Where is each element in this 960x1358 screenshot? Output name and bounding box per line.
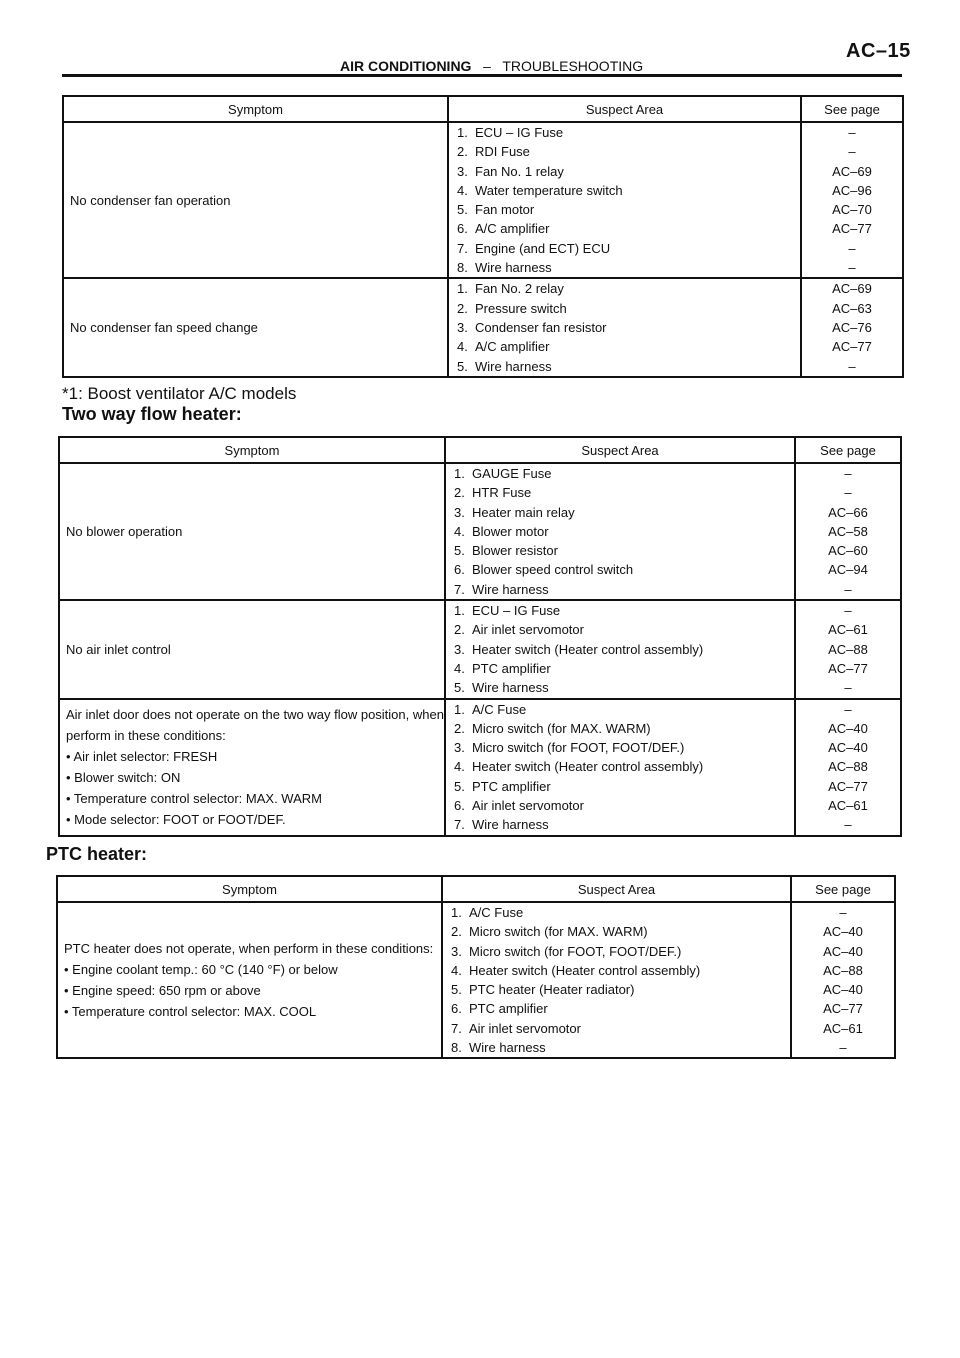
suspect-item: [451, 942, 790, 961]
suspect-item: [454, 503, 794, 522]
symptom-cell: [63, 122, 448, 278]
symptom-line: No blower operation: [66, 524, 183, 540]
suspect-item: [454, 678, 794, 697]
suspect-item: [454, 522, 794, 541]
table-row: [57, 902, 895, 1058]
page-ref: AC–40: [823, 943, 863, 959]
page-ref: AC–77: [828, 778, 868, 794]
page-ref: AC–77: [832, 339, 872, 355]
header-rule: [62, 74, 902, 77]
item-text: Blower resistor: [472, 543, 558, 559]
item-text: RDI Fuse: [475, 144, 530, 160]
page-ref: AC–40: [828, 740, 868, 756]
symptom-line: Air inlet door does not operate on the two way flow position, when: [66, 707, 444, 723]
item-number: 2.: [454, 720, 465, 736]
suspect-item: [451, 922, 790, 941]
header-see-page: See page: [795, 437, 901, 463]
suspect-item: [454, 777, 794, 796]
page-ref: –: [848, 358, 856, 374]
page-ref: AC–94: [828, 562, 868, 578]
item-number: 5.: [451, 982, 462, 998]
symptom-cell: [59, 463, 445, 600]
suspect-area-cell: [445, 463, 795, 600]
symptom-line: No air inlet control: [66, 641, 171, 657]
item-text: Micro switch (for MAX. WARM): [469, 924, 648, 940]
symptom-line: • Engine coolant temp.: 60 °C (140 °F) or below: [64, 962, 338, 978]
page-ref: –: [844, 581, 852, 597]
item-number: 1.: [454, 466, 465, 481]
symptom-cell: [59, 699, 445, 836]
item-number: 2.: [454, 485, 465, 501]
item-number: 3.: [454, 740, 465, 756]
item-number: 5.: [457, 202, 468, 218]
item-text: Fan motor: [475, 202, 535, 218]
suspect-item: [454, 483, 794, 502]
item-number: 6.: [451, 1001, 462, 1017]
suspect-area-cell: [445, 699, 795, 836]
symptom-line: No condenser fan operation: [70, 192, 231, 208]
symptom-line: • Air inlet selector: FRESH: [66, 749, 218, 765]
item-text: Micro switch (for MAX. WARM): [472, 720, 651, 736]
item-text: ECU – IG Fuse: [472, 603, 561, 619]
suspect-item: [454, 757, 794, 776]
suspect-item: [454, 601, 794, 620]
item-number: 6.: [457, 221, 468, 237]
suspect-item: [451, 1038, 790, 1057]
page-ref: –: [844, 817, 852, 833]
suspect-item: [454, 719, 794, 738]
table-row: [63, 278, 903, 376]
suspect-item: [457, 123, 800, 142]
item-text: Air inlet servomotor: [469, 1020, 581, 1036]
item-number: 1.: [454, 701, 465, 717]
condenser-fan-table: [62, 95, 904, 378]
table-row: [59, 699, 901, 836]
item-text: Fan No. 2 relay: [475, 281, 564, 297]
item-number: 6.: [454, 562, 465, 578]
item-text: PTC amplifier: [472, 778, 551, 794]
item-number: 1.: [457, 281, 468, 297]
suspect-area-cell: [448, 122, 801, 278]
item-number: 1.: [457, 125, 468, 140]
page-ref: AC–63: [832, 300, 872, 316]
page-ref: AC–88: [828, 641, 868, 657]
item-number: 5.: [454, 543, 465, 559]
item-text: Micro switch (for FOOT, FOOT/DEF.): [469, 943, 682, 959]
page-number: AC–15: [846, 40, 911, 62]
item-text: Micro switch (for FOOT, FOOT/DEF.): [472, 740, 685, 756]
table-row: [63, 122, 903, 278]
suspect-item: [457, 299, 800, 318]
suspect-item: [454, 640, 794, 659]
section-title: AIR CONDITIONING: [340, 58, 472, 74]
item-number: 8.: [451, 1040, 462, 1056]
see-page-cell: [795, 699, 901, 836]
page-ref: –: [848, 240, 856, 256]
symptom-line: perform in these conditions:: [66, 728, 226, 744]
item-text: Water temperature switch: [475, 182, 623, 198]
item-text: Wire harness: [469, 1040, 546, 1056]
item-text: Heater switch (Heater control assembly): [472, 759, 704, 775]
suspect-item: [454, 464, 794, 483]
see-page-cell: [801, 122, 903, 278]
header-see-page: See page: [791, 876, 895, 902]
see-page-cell: [795, 600, 901, 698]
item-text: Wire harness: [472, 581, 549, 597]
symptom-line: • Mode selector: FOOT or FOOT/DEF.: [66, 812, 286, 828]
page-ref: AC–40: [823, 982, 863, 998]
symptom-cell: [57, 902, 442, 1058]
header-symptom: Symptom: [63, 96, 448, 122]
suspect-item: [451, 999, 790, 1018]
suspect-item: [451, 961, 790, 980]
running-header: [340, 58, 643, 74]
item-number: 3.: [454, 504, 465, 520]
page-ref: AC–60: [828, 543, 868, 559]
header-separator: –: [483, 58, 491, 74]
suspect-item: [454, 738, 794, 757]
item-number: 1.: [451, 905, 462, 920]
page-ref: –: [839, 1040, 847, 1056]
header-suspect-area: Suspect Area: [445, 437, 795, 463]
item-number: 3.: [457, 163, 468, 179]
suspect-item: [457, 162, 800, 181]
item-number: 4.: [454, 759, 465, 775]
item-number: 3.: [454, 641, 465, 657]
item-number: 6.: [454, 798, 465, 814]
page-ref: –: [844, 603, 852, 619]
suspect-item: [457, 279, 800, 298]
item-number: 3.: [451, 943, 462, 959]
suspect-item: [457, 219, 800, 238]
symptom-line: • Engine speed: 650 rpm or above: [64, 983, 261, 999]
header-suspect-area: Suspect Area: [448, 96, 801, 122]
suspect-item: [454, 620, 794, 639]
item-number: 2.: [451, 924, 462, 940]
section-title-ptc: PTC heater:: [46, 844, 148, 864]
item-text: Engine (and ECT) ECU: [475, 240, 611, 256]
page-ref: –: [844, 701, 852, 717]
page-ref: AC–88: [828, 759, 868, 775]
item-text: Wire harness: [472, 680, 549, 696]
suspect-area-cell: [442, 902, 791, 1058]
page-ref: –: [848, 144, 856, 160]
item-text: A/C Fuse: [469, 905, 524, 920]
item-number: 2.: [457, 144, 468, 160]
item-text: A/C amplifier: [475, 339, 550, 355]
item-number: 4.: [454, 660, 465, 676]
see-page-cell: [801, 278, 903, 376]
symptom-cell: [63, 278, 448, 376]
page-ref: AC–96: [832, 182, 872, 198]
see-page-cell: [791, 902, 895, 1058]
page-ref: –: [844, 680, 852, 696]
page-ref: AC–70: [832, 202, 872, 218]
item-text: Wire harness: [472, 817, 549, 833]
item-text: A/C amplifier: [475, 221, 550, 237]
table-row: [59, 600, 901, 698]
page-ref: AC–76: [832, 319, 872, 335]
suspect-item: [454, 659, 794, 678]
item-number: 4.: [454, 523, 465, 539]
item-text: Condenser fan resistor: [475, 319, 607, 335]
page-ref: AC–88: [823, 962, 863, 978]
table-row: [59, 463, 901, 600]
item-number: 4.: [451, 962, 462, 978]
page-ref: AC–77: [823, 1001, 863, 1017]
item-number: 7.: [454, 817, 465, 833]
item-number: 2.: [457, 300, 468, 316]
symptom-line: • Temperature control selector: MAX. COOL: [64, 1004, 317, 1020]
page-ref: AC–61: [828, 622, 868, 638]
suspect-item: [457, 258, 800, 277]
page-ref: AC–77: [832, 221, 872, 237]
item-text: Wire harness: [475, 260, 552, 276]
suspect-item: [457, 142, 800, 161]
suspect-item: [454, 815, 794, 834]
item-number: 5.: [454, 680, 465, 696]
suspect-item: [451, 1019, 790, 1038]
item-text: PTC heater (Heater radiator): [469, 982, 635, 998]
page-ref: AC–58: [828, 523, 868, 539]
header-symptom: Symptom: [59, 437, 445, 463]
item-text: HTR Fuse: [472, 485, 532, 501]
item-number: 3.: [457, 319, 468, 335]
item-text: A/C Fuse: [472, 701, 527, 717]
footnote: *1: Boost ventilator A/C models: [62, 384, 297, 403]
page-ref: AC–61: [823, 1020, 863, 1036]
item-number: 7.: [454, 581, 465, 597]
item-number: 5.: [454, 778, 465, 794]
header-see-page: See page: [801, 96, 903, 122]
item-text: Air inlet servomotor: [472, 798, 584, 814]
page-ref: AC–69: [832, 163, 872, 179]
suspect-item: [454, 700, 794, 719]
suspect-item: [454, 560, 794, 579]
suspect-item: [457, 200, 800, 219]
suspect-area-cell: [445, 600, 795, 698]
item-text: ECU – IG Fuse: [475, 125, 564, 140]
page-ref: AC–40: [828, 720, 868, 736]
symptom-line: • Temperature control selector: MAX. WARM: [66, 791, 322, 807]
header-suspect-area: Suspect Area: [442, 876, 791, 902]
suspect-item: [457, 357, 800, 376]
two-way-heater-table: [58, 436, 902, 837]
suspect-area-cell: [448, 278, 801, 376]
suspect-item: [457, 318, 800, 337]
ptc-heater-table: [56, 875, 896, 1059]
see-page-cell: [795, 463, 901, 600]
symptom-line: • Blower switch: ON: [66, 770, 181, 786]
suspect-item: [451, 980, 790, 999]
page-ref: –: [844, 466, 852, 481]
item-number: 7.: [457, 240, 468, 256]
item-number: 7.: [451, 1020, 462, 1036]
symptom-line: No condenser fan speed change: [70, 320, 258, 336]
item-number: 4.: [457, 182, 468, 198]
item-number: 1.: [454, 603, 465, 619]
item-text: Heater switch (Heater control assembly): [469, 962, 701, 978]
table-header-row: [59, 437, 901, 463]
item-text: Fan No. 1 relay: [475, 163, 564, 179]
item-text: Air inlet servomotor: [472, 622, 584, 638]
section-title-two-way: Two way flow heater:: [62, 404, 242, 424]
symptom-line: PTC heater does not operate, when perform in these conditions:: [64, 941, 434, 957]
item-text: PTC amplifier: [469, 1001, 548, 1017]
suspect-item: [457, 181, 800, 200]
item-text: GAUGE Fuse: [472, 466, 552, 481]
page-ref: –: [839, 905, 847, 920]
table-header-row: [57, 876, 895, 902]
suspect-item: [454, 796, 794, 815]
item-text: Heater switch (Heater control assembly): [472, 641, 704, 657]
item-text: Heater main relay: [472, 504, 575, 520]
page-ref: AC–66: [828, 504, 868, 520]
subsection-title: TROUBLESHOOTING: [502, 58, 644, 74]
page-ref: –: [844, 485, 852, 501]
item-text: Wire harness: [475, 358, 552, 374]
item-text: Blower motor: [472, 523, 549, 539]
page-ref: AC–61: [828, 798, 868, 814]
table-header-row: [63, 96, 903, 122]
item-number: 8.: [457, 260, 468, 276]
suspect-item: [457, 239, 800, 258]
page-ref: –: [848, 260, 856, 276]
suspect-item: [451, 903, 790, 922]
page-ref: AC–77: [828, 660, 868, 676]
item-text: Blower speed control switch: [472, 562, 634, 578]
header-symptom: Symptom: [57, 876, 442, 902]
page-ref: AC–40: [823, 924, 863, 940]
page-ref: AC–69: [832, 281, 872, 297]
item-number: 2.: [454, 622, 465, 638]
symptom-cell: [59, 600, 445, 698]
item-number: 5.: [457, 358, 468, 374]
page-ref: –: [848, 125, 856, 140]
suspect-item: [454, 580, 794, 599]
suspect-item: [457, 337, 800, 356]
item-number: 4.: [457, 339, 468, 355]
item-text: Pressure switch: [475, 300, 567, 316]
suspect-item: [454, 541, 794, 560]
item-text: PTC amplifier: [472, 660, 551, 676]
